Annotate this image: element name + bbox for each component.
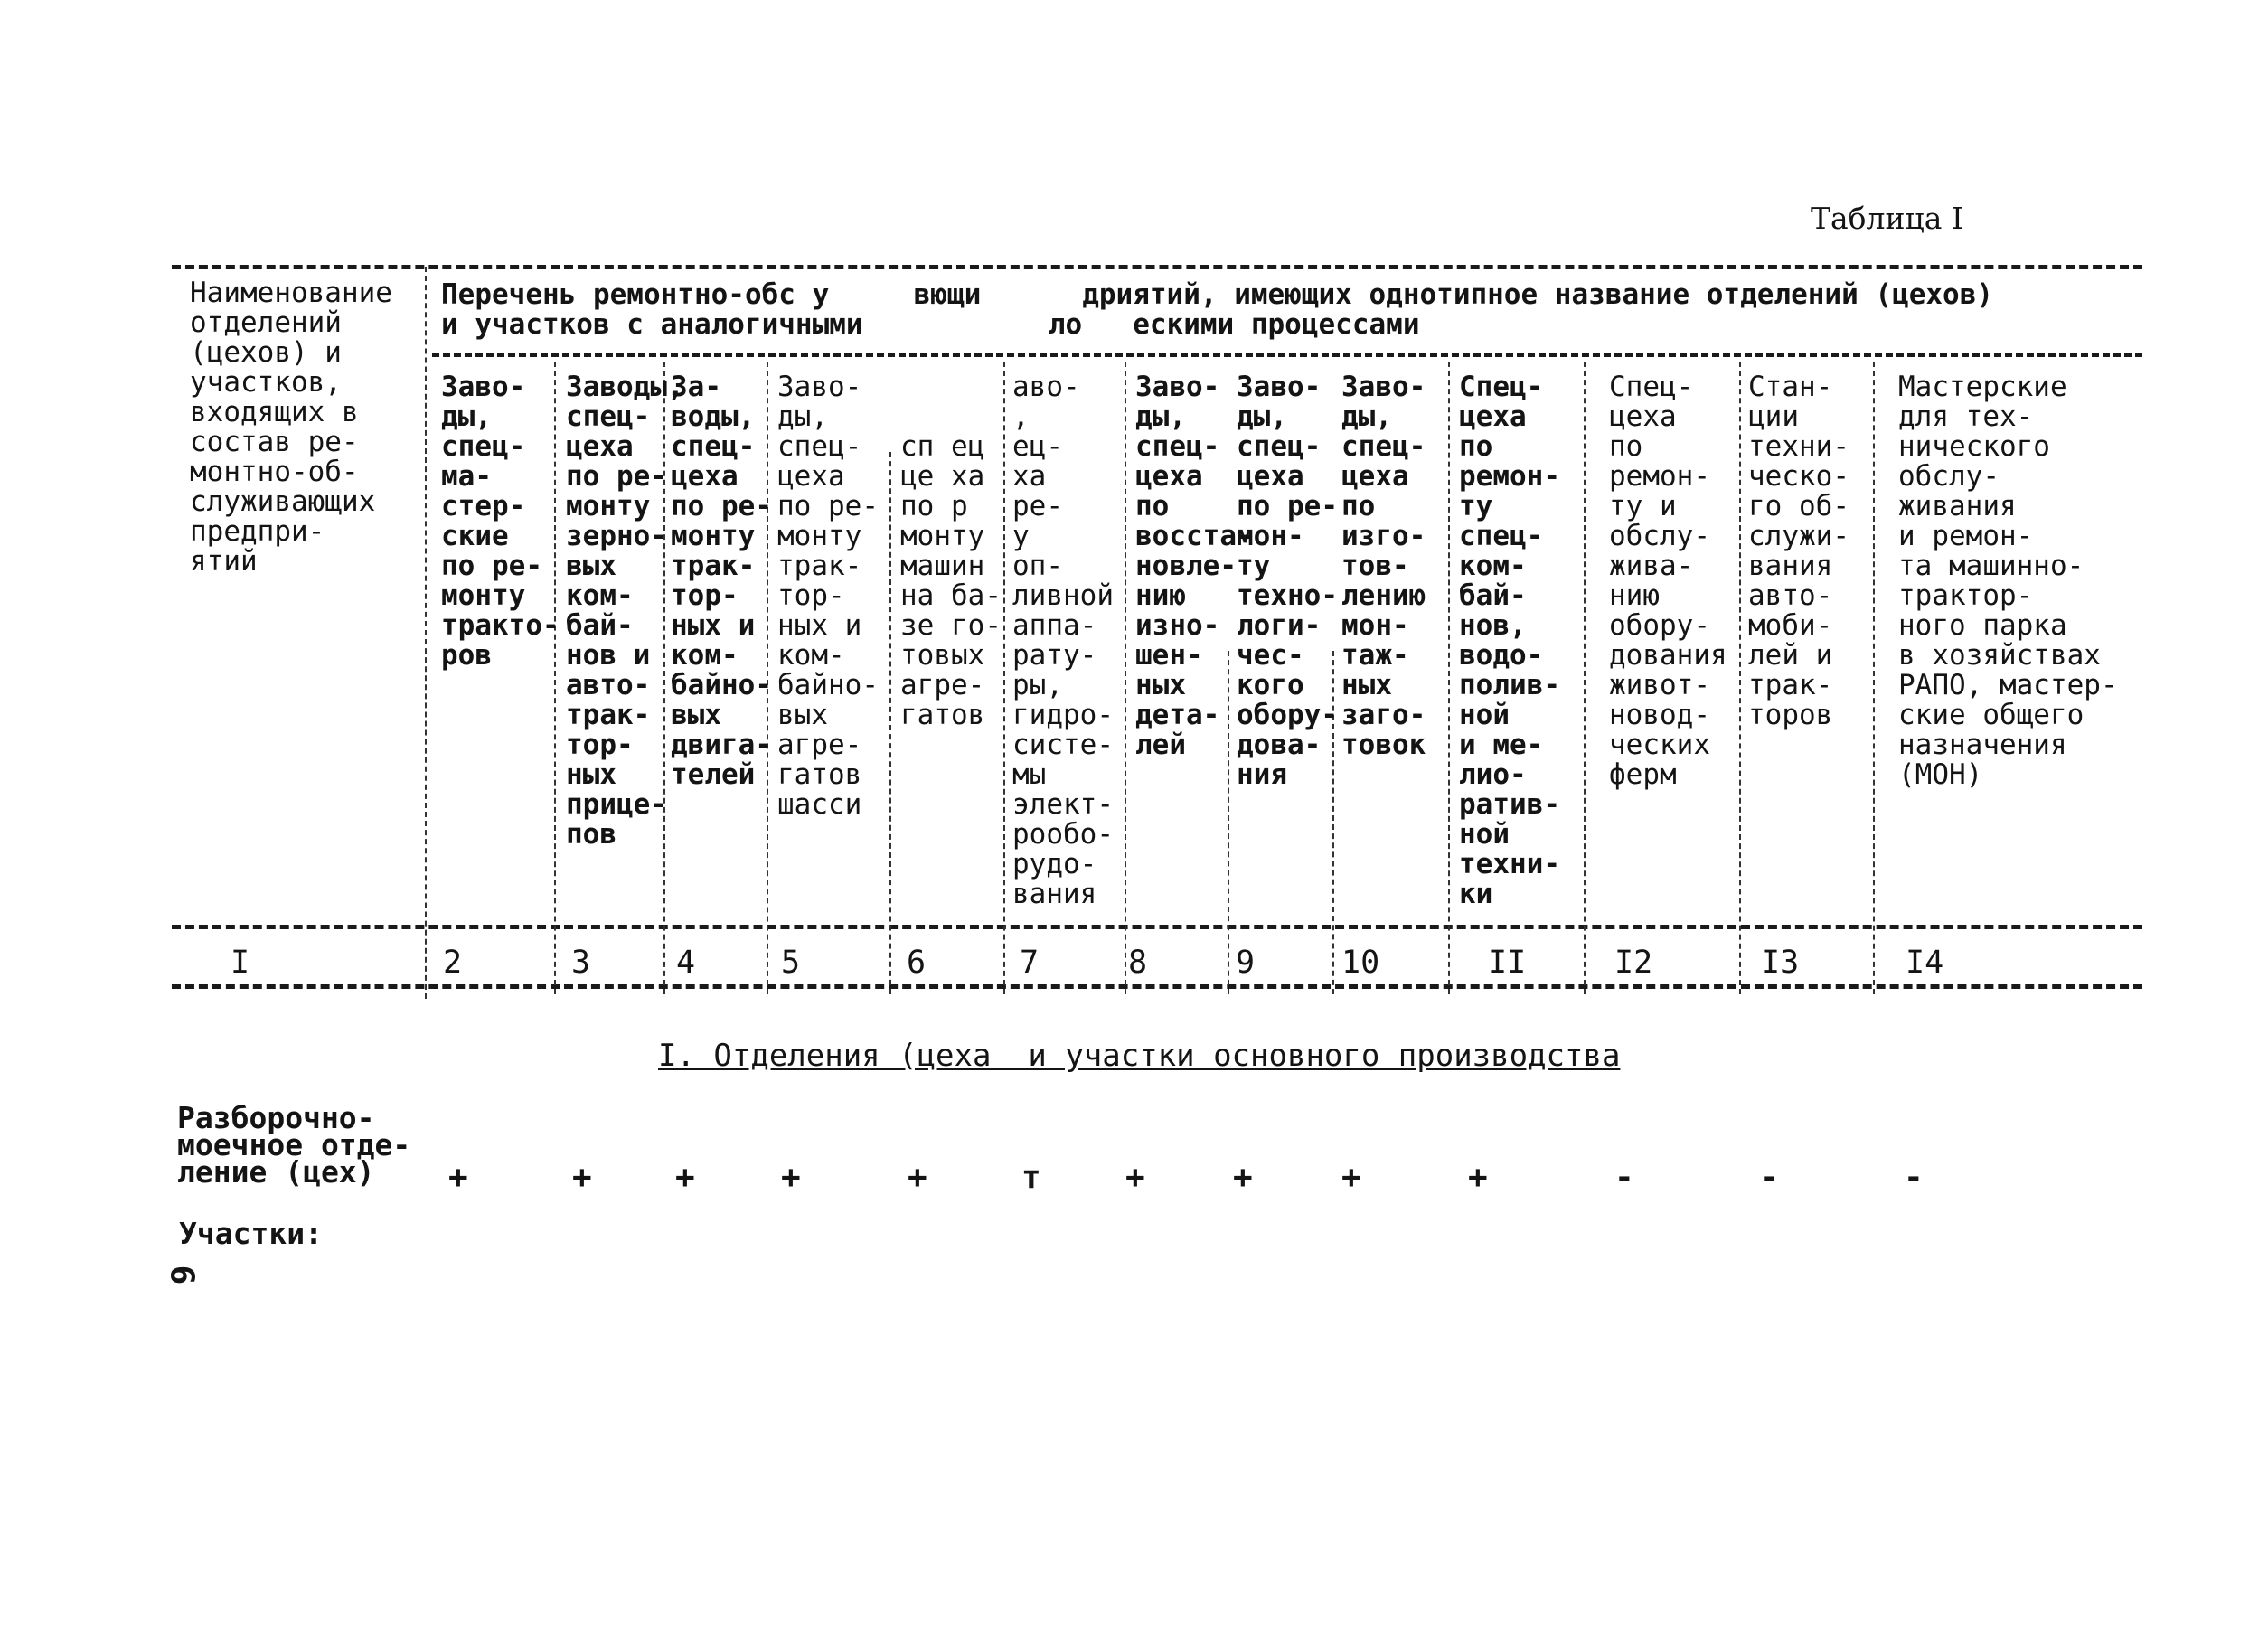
- col-number-5: 5: [781, 945, 801, 981]
- col-number-7: 7: [1020, 945, 1040, 981]
- col-number-8: 8: [1128, 945, 1148, 981]
- col-number-13: I3: [1761, 945, 1800, 981]
- header-col-4: За- воды, спец- цеха по ре- монту трак- тор- ных и ком- байно- вых двига- телей: [671, 371, 772, 791]
- col-number-11: II: [1488, 945, 1527, 981]
- col-sep-5: [889, 452, 891, 994]
- col-number-12: I2: [1614, 945, 1653, 981]
- header-col-10: Заво- ды, спец- цеха по изго- тов- лению мон- таж- ных заго- товок: [1341, 371, 1426, 761]
- header-col-14: Мастерские для тех- нического обслу- живания и ремон- та машинно- трактор- ного парка в хозяйствах РАПО, мастер- ские общего назначения (МОН): [1898, 371, 2118, 791]
- col-number-2: 2: [443, 945, 463, 981]
- row-mark-col-3: +: [572, 1159, 592, 1196]
- table-label: Таблица I: [1811, 201, 1963, 236]
- col-number-3: 3: [571, 945, 591, 981]
- col-number-1: I: [231, 945, 250, 981]
- row-mark-col-4: +: [675, 1159, 695, 1196]
- col-sep-1: [425, 267, 427, 999]
- rule-header-bottom: [172, 925, 2142, 929]
- row-mark-col-9: +: [1233, 1159, 1253, 1196]
- row-mark-col-8: +: [1125, 1159, 1145, 1196]
- header-col-11: Спец- цеха по ремон- ту спец- ком- бай- нов, водо- полив- ной и ме- лио- ратив- ной техни- ки: [1459, 371, 1560, 910]
- header-col-6: сп ец це ха по р монту машин на ба- зе го- товых агре- гатов: [900, 430, 1002, 731]
- header-col-7: аво- , ец- ха ре- у оп- ливной аппа- рату- ры, гидро- систе- мы элект- рообо- рудо- вания: [1012, 371, 1114, 910]
- row-mark-col-10: +: [1341, 1159, 1361, 1196]
- section-title: I. Отделения (цеха и участки основного производства: [658, 1038, 1621, 1074]
- rule-top: [172, 265, 2142, 269]
- rule-numbers-bottom: [172, 984, 2142, 989]
- header-col-8: Заво- ды, спец- цеха по восста- новле- нию изно- шен- ных дета- лей: [1135, 371, 1254, 761]
- header-col-12: Спец- цеха по ремон- ту и обслу- жива- нию обору- дования живот- новод- ческих ферм: [1609, 371, 1727, 791]
- row-mark-col-13: -: [1759, 1159, 1779, 1196]
- col-sep-7: [1125, 362, 1126, 994]
- col-sep-13: [1873, 362, 1875, 994]
- page-marker: 6: [163, 1265, 201, 1285]
- row-mark-col-6: +: [908, 1159, 927, 1196]
- col-number-6: 6: [907, 945, 927, 981]
- col-number-10: 10: [1341, 945, 1380, 981]
- row-mark-col-14: -: [1904, 1159, 1924, 1196]
- header-col-9: Заво- ды, спец- цеха по ре- мон- ту техно- логи- чес- кого обору- дова- ния: [1237, 371, 1338, 791]
- header-span-line-2: и участков с аналогичными ло ескими процессами: [441, 308, 1420, 341]
- header-col-13: Стан- ции техни- ческо- го об- служи- вания авто- моби- лей и трак- торов: [1748, 371, 1849, 731]
- row-label: Разборочно- моечное отде- ление (цех): [177, 1100, 411, 1190]
- header-col-3: Заводы, спец- цеха по ре- монту зерно- вых ком- бай- нов и авто- трак- тор- ных прице- пов: [566, 371, 684, 851]
- header-span-line-1: Перечень ремонтно-обс у вющи дриятий, имеющих однотипное название отделений (цехов): [441, 278, 1994, 311]
- row-mark-col-5: +: [781, 1159, 801, 1196]
- header-col-2: Заво- ды, спец- ма- стер- ские по ре- монту тракто- ров: [441, 371, 560, 672]
- row-mark-col-7: т: [1021, 1159, 1041, 1196]
- col-number-14: I4: [1906, 945, 1944, 981]
- col-number-9: 9: [1236, 945, 1256, 981]
- col-number-4: 4: [676, 945, 696, 981]
- subheading: Участки:: [179, 1216, 323, 1251]
- col-sep-6: [1003, 362, 1005, 994]
- row-mark-col-12: -: [1614, 1159, 1634, 1196]
- row-mark-col-11: +: [1468, 1159, 1488, 1196]
- row-mark-col-2: +: [448, 1159, 468, 1196]
- col-sep-12: [1739, 362, 1741, 994]
- col-sep-11: [1584, 362, 1586, 994]
- col-sep-10: [1448, 362, 1450, 994]
- rule-subheader: [432, 353, 2142, 357]
- header-col-1: Наименование отделений (цехов) и участков, входящих в состав ре- монтно-об- служивающих предпри- ятий: [190, 277, 392, 578]
- header-col-5: Заво- ды, спец- цеха по ре- монту трак- тор- ных и ком- байно- вых агре- гатов шасси: [777, 371, 879, 821]
